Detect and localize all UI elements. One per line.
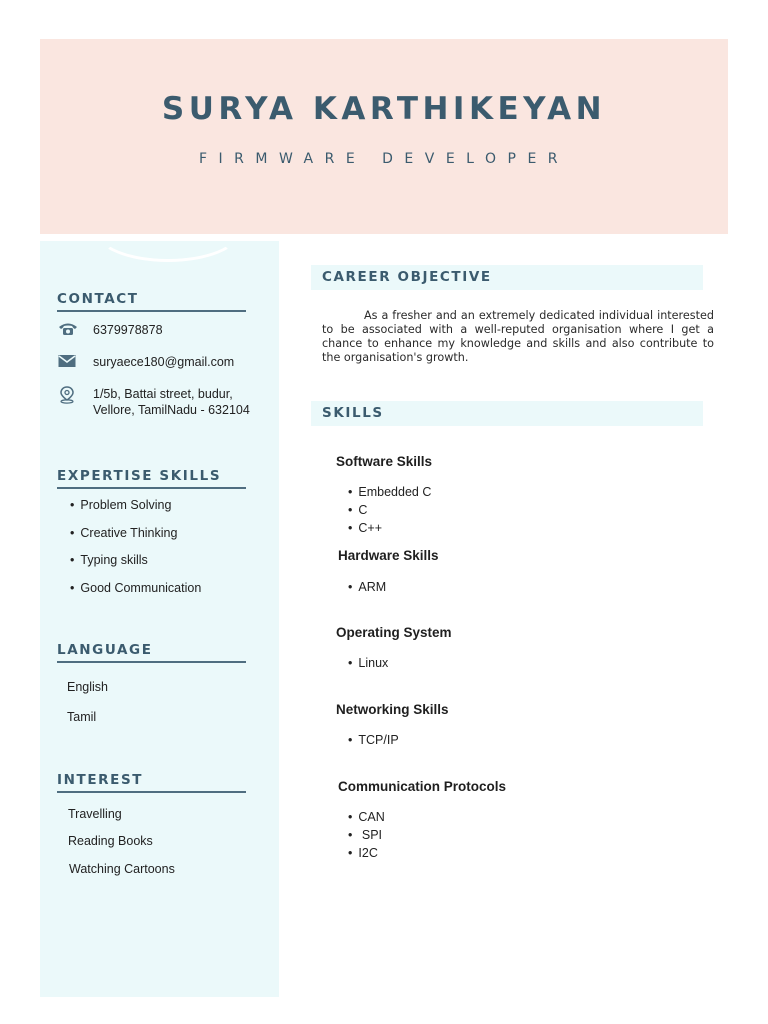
phone-number[interactable]: 6379978878 — [93, 323, 163, 337]
expertise-item: • Problem Solving — [70, 498, 171, 512]
skill-item: • CAN — [348, 810, 385, 824]
contact-title: CONTACT — [57, 291, 246, 312]
expertise-item: • Good Communication — [70, 581, 201, 595]
interest-item: Reading Books — [68, 834, 153, 848]
skill-item: • Linux — [348, 656, 388, 670]
skills-title: SKILLS — [322, 405, 384, 421]
expertise-item: • Creative Thinking — [70, 526, 177, 540]
skill-item: • ARM — [348, 580, 386, 594]
language-item: English — [67, 680, 108, 694]
candidate-name: SURYA KARTHIKEYAN — [161, 91, 607, 127]
telephone-icon — [57, 322, 93, 336]
networking-skills-heading: Networking Skills — [336, 702, 449, 717]
skills-heading — [311, 401, 703, 426]
hardware-skills-heading: Hardware Skills — [338, 548, 439, 563]
skill-item: • TCP/IP — [348, 733, 399, 747]
skill-item: • I2C — [348, 846, 378, 860]
career-objective-text: As a fresher and an extremely dedicated individual interested to be associated with a well-reputed organisation where I get a chance to enhance my knowledge and skills and also contribute to the organisation's growth. — [322, 309, 714, 364]
communication-protocols-heading: Communication Protocols — [338, 779, 507, 794]
skill-item: • SPI — [348, 828, 382, 842]
candidate-role: FIRMWARE DEVELOPER — [198, 151, 570, 167]
operating-system-heading: Operating System — [336, 625, 452, 640]
interest-title: INTEREST — [57, 772, 246, 793]
interest-item: Watching Cartoons — [69, 862, 175, 876]
career-objective-title: CAREER OBJECTIVE — [322, 269, 492, 285]
software-skills-heading: Software Skills — [336, 454, 433, 469]
skill-item: • C++ — [348, 521, 382, 535]
envelope-icon — [57, 354, 93, 368]
contact-address — [57, 386, 250, 418]
language-title: LANGUAGE — [57, 642, 246, 663]
email-address[interactable]: suryaece180@gmail.com — [93, 355, 235, 369]
expertise-item: • Typing skills — [70, 553, 148, 567]
interest-item: Travelling — [68, 807, 122, 821]
location-pin-icon — [57, 386, 93, 404]
decorative-arc — [95, 200, 241, 262]
skill-item: • Embedded C — [348, 485, 431, 499]
career-objective-heading — [311, 265, 703, 290]
language-item: Tamil — [67, 710, 97, 724]
postal-address: 1/5b, Battai street, budur, Vellore, TamilNadu - 632104 — [93, 387, 250, 417]
skill-item: • C — [348, 503, 367, 517]
contact-email — [57, 354, 234, 370]
contact-phone — [57, 322, 163, 338]
expertise-title: EXPERTISE SKILLS — [57, 468, 246, 489]
